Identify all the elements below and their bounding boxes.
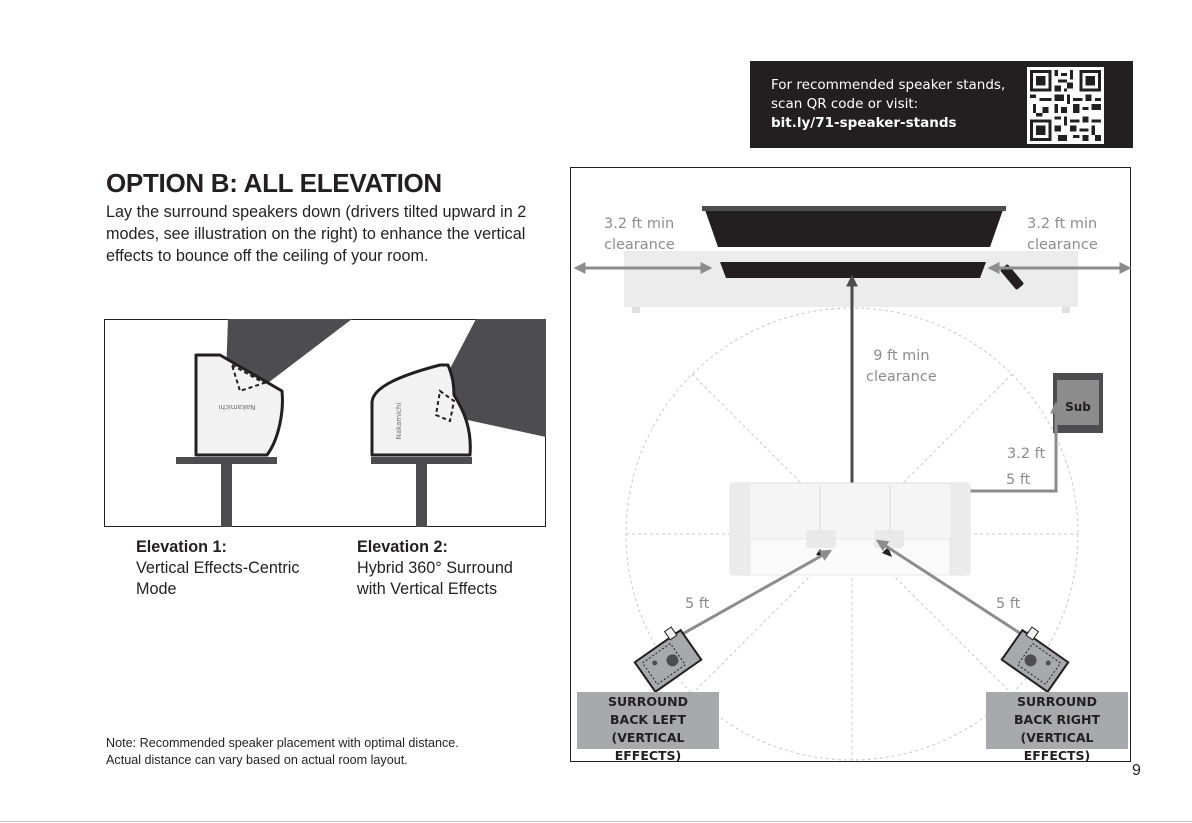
left-clearance-label	[604, 214, 675, 256]
elevation2-line1: Hybrid 360° Surround	[357, 559, 513, 577]
page-title: OPTION B: ALL ELEVATION	[106, 168, 442, 198]
room-layout-diagram	[570, 167, 1131, 762]
left-clearance-line2: clearance	[604, 237, 675, 253]
elevation1-line2: Mode	[136, 580, 177, 598]
banner-url[interactable]: bit.ly/71-speaker-stands	[771, 115, 957, 131]
sub-horizontal-distance-label: 5 ft	[1006, 472, 1031, 488]
center-clearance-line2: clearance	[866, 369, 937, 385]
page-number: 9	[1132, 762, 1141, 779]
elevation1-title: Elevation 1:	[136, 538, 227, 556]
speaker-brand-2: Nakamichi	[394, 402, 403, 439]
surround-left-line1: SURROUND	[607, 694, 689, 709]
surround-right-line1: SURROUND	[1016, 694, 1098, 709]
placement-note	[106, 735, 526, 768]
stand1-top	[176, 457, 277, 464]
center-clearance-line1: 9 ft min	[873, 348, 930, 364]
speaker-brand-1: Nakamichi	[218, 402, 255, 411]
right-clearance-label	[1027, 214, 1098, 256]
surround-back-right-label	[986, 692, 1128, 763]
rear-left-distance-label: 5 ft	[685, 596, 710, 612]
sofa-icon	[730, 483, 970, 575]
surround-back-left-speaker	[630, 623, 701, 691]
bottom-divider	[0, 821, 1192, 822]
note-line1: Note: Recommended speaker placement with optimal distance.	[106, 736, 459, 750]
surround-right-line2: BACK RIGHT	[1014, 712, 1100, 727]
surround-left-line2: BACK LEFT	[610, 712, 686, 727]
qr-code-icon[interactable]	[1027, 67, 1104, 144]
banner-line-1: For recommended speaker stands,	[771, 77, 1006, 93]
elevation1-line1: Vertical Effects-Centric	[136, 559, 300, 577]
elevation2-caption	[357, 537, 557, 600]
note-line2: Actual distance can vary based on actual room layout.	[106, 752, 408, 767]
soundbar-icon	[720, 262, 986, 278]
elevation2-line2: with Vertical Effects	[357, 580, 498, 598]
stand2-top	[371, 457, 472, 464]
surround-left-line3: (VERTICAL EFFECTS)	[611, 730, 685, 763]
rear-right-distance-label: 5 ft	[996, 596, 1021, 612]
sub-vertical-distance-label: 3.2 ft	[1007, 446, 1046, 462]
elevation-illustration	[104, 319, 546, 527]
surround-right-line3: (VERTICAL EFFECTS)	[1020, 730, 1094, 763]
center-clearance-label	[866, 346, 937, 388]
left-clearance-line1: 3.2 ft min	[604, 216, 675, 232]
surround-back-right-speaker	[1001, 623, 1072, 691]
elevation1-caption	[136, 537, 336, 600]
qr-banner	[750, 61, 1133, 148]
stand1-pole	[221, 464, 232, 527]
surround-back-left-label	[577, 692, 719, 763]
right-clearance-line1: 3.2 ft min	[1027, 216, 1098, 232]
qr-banner-text	[771, 76, 1021, 133]
tv-icon	[704, 207, 1004, 247]
right-clearance-line2: clearance	[1027, 237, 1098, 253]
sub-label: Sub	[1064, 399, 1091, 414]
banner-line-2: scan QR code or visit:	[771, 96, 919, 112]
intro-paragraph: Lay the surround speakers down (drivers tilted upward in 2 modes, see illustration on the right) to enhance the vertical effects to bounce off the ceiling of your room.	[106, 203, 527, 265]
stand2-pole	[416, 464, 427, 527]
elevation2-title: Elevation 2:	[357, 538, 448, 556]
